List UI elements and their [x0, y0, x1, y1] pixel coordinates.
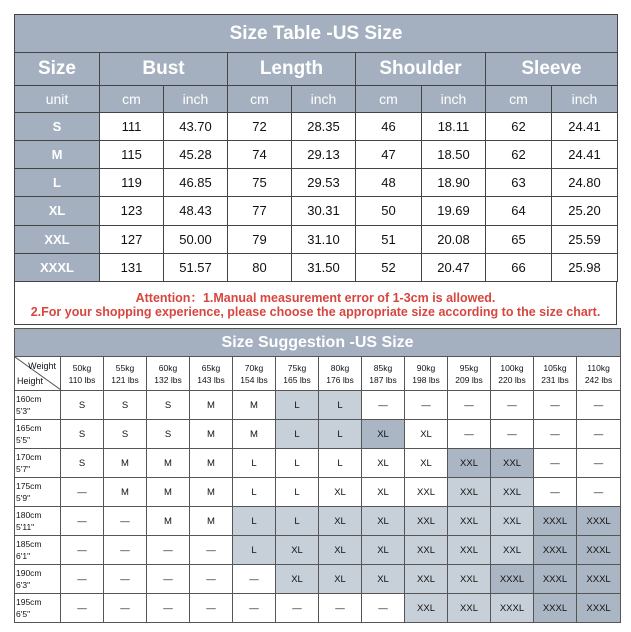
- suggested-size-cell: —: [104, 594, 147, 623]
- weight-kg: 105kg: [543, 362, 567, 373]
- suggested-size-cell: XXXL: [534, 536, 577, 565]
- suggested-size-cell: —: [405, 391, 448, 420]
- suggested-size-cell: XL: [319, 507, 362, 536]
- suggested-size-cell: S: [147, 391, 190, 420]
- suggested-size-cell: M: [147, 507, 190, 536]
- suggested-size-cell: —: [61, 536, 104, 565]
- measurement-cell: 62: [486, 140, 552, 168]
- suggested-size-cell: L: [276, 391, 319, 420]
- height-cm: 195cm: [16, 597, 42, 607]
- suggestion-title-row: [15, 329, 621, 357]
- height-cell: [15, 536, 61, 565]
- suggested-size-cell: —: [577, 391, 621, 420]
- suggested-size-cell: XXL: [491, 507, 534, 536]
- unit-cell: inch: [422, 85, 486, 112]
- suggested-size-cell: XL: [319, 478, 362, 507]
- weight-header: [104, 357, 147, 391]
- measurement-cell: 74: [228, 140, 292, 168]
- suggested-size-cell: —: [362, 594, 405, 623]
- size-label: XXL: [15, 225, 100, 253]
- suggested-size-cell: XL: [319, 536, 362, 565]
- weight-lbs: 198 lbs: [412, 374, 440, 385]
- height-ft: 5'5": [16, 435, 31, 445]
- weight-lbs: 132 lbs: [154, 374, 182, 385]
- suggested-size-cell: —: [448, 420, 491, 449]
- suggested-size-cell: —: [61, 565, 104, 594]
- suggested-size-cell: XL: [319, 565, 362, 594]
- suggested-size-cell: XXL: [448, 507, 491, 536]
- measurement-cell: 19.69: [422, 197, 486, 225]
- weight-kg: 70kg: [244, 362, 264, 373]
- suggested-size-cell: —: [190, 565, 233, 594]
- height-cm: 180cm: [16, 510, 42, 520]
- suggested-size-cell: L: [276, 420, 319, 449]
- size-suggestion-table: [14, 328, 621, 623]
- measurement-cell: 29.53: [292, 169, 356, 197]
- height-ft: 5'3": [16, 406, 31, 416]
- suggested-size-cell: M: [190, 391, 233, 420]
- header-sleeve: Sleeve: [486, 53, 618, 85]
- attention-line-2: 2.For your shopping experience, please choose the appropriate size according to the size chart.: [30, 305, 601, 319]
- measurement-cell: 46.85: [164, 169, 228, 197]
- weight-header: [276, 357, 319, 391]
- weight-lbs: 220 lbs: [498, 374, 526, 385]
- suggested-size-cell: S: [104, 420, 147, 449]
- suggested-size-cell: XL: [362, 565, 405, 594]
- measurement-cell: 77: [228, 197, 292, 225]
- suggested-size-cell: XL: [362, 420, 405, 449]
- suggested-size-cell: XL: [405, 449, 448, 478]
- measurement-cell: 72: [228, 112, 292, 140]
- weight-header: [405, 357, 448, 391]
- size-label: S: [15, 112, 100, 140]
- attention-line-1: Attention：1.Manual measurement error of 1-3cm is allowed.: [135, 291, 496, 305]
- weight-lbs: 143 lbs: [197, 374, 225, 385]
- suggested-size-cell: XXL: [405, 594, 448, 623]
- measurement-cell: 50: [356, 197, 422, 225]
- weight-kg: 100kg: [500, 362, 524, 373]
- height-row: [15, 420, 621, 449]
- suggested-size-cell: XXL: [448, 594, 491, 623]
- suggested-size-cell: —: [61, 507, 104, 536]
- suggested-size-cell: XXXL: [577, 565, 621, 594]
- height-row: [15, 449, 621, 478]
- measurement-cell: 66: [486, 253, 552, 281]
- measurement-cell: 24.41: [552, 140, 618, 168]
- unit-cell: inch: [164, 85, 228, 112]
- height-cm: 170cm: [16, 452, 42, 462]
- suggested-size-cell: —: [233, 594, 276, 623]
- attention-note: [14, 282, 617, 325]
- measurement-cell: 25.59: [552, 225, 618, 253]
- suggested-size-cell: —: [104, 507, 147, 536]
- height-ft: 6'3": [16, 580, 31, 590]
- suggested-size-cell: —: [233, 565, 276, 594]
- suggested-size-cell: XL: [362, 507, 405, 536]
- height-row: [15, 565, 621, 594]
- suggested-size-cell: L: [319, 420, 362, 449]
- suggested-size-cell: —: [577, 478, 621, 507]
- suggested-size-cell: XXXL: [534, 507, 577, 536]
- weight-header: [190, 357, 233, 391]
- measurement-cell: 28.35: [292, 112, 356, 140]
- suggestion-body: [15, 391, 621, 623]
- weight-kg: 85kg: [373, 362, 393, 373]
- height-cell: [15, 391, 61, 420]
- size-row: [15, 112, 618, 140]
- size-row: [15, 253, 618, 281]
- weight-header: [577, 357, 621, 391]
- height-ft: 5'9": [16, 493, 31, 503]
- suggested-size-cell: XXL: [448, 449, 491, 478]
- suggested-size-cell: XXXL: [491, 565, 534, 594]
- unit-cell: cm: [100, 85, 164, 112]
- suggested-size-cell: M: [147, 449, 190, 478]
- weight-lbs: 209 lbs: [455, 374, 483, 385]
- measurement-cell: 43.70: [164, 112, 228, 140]
- size-row: [15, 225, 618, 253]
- measurement-cell: 24.41: [552, 112, 618, 140]
- suggested-size-cell: XXL: [491, 536, 534, 565]
- suggested-size-cell: XXL: [405, 565, 448, 594]
- suggested-size-cell: XXL: [491, 478, 534, 507]
- measurement-cell: 50.00: [164, 225, 228, 253]
- measurement-cell: 111: [100, 112, 164, 140]
- weight-header: [319, 357, 362, 391]
- weight-header: [233, 357, 276, 391]
- suggested-size-cell: XL: [362, 478, 405, 507]
- header-size: Size: [15, 53, 100, 85]
- weight-kg: 50kg: [72, 362, 92, 373]
- suggested-size-cell: M: [104, 449, 147, 478]
- weight-lbs: 154 lbs: [240, 374, 268, 385]
- weight-kg: 80kg: [330, 362, 350, 373]
- weight-height-corner: [15, 357, 61, 391]
- measurement-cell: 63: [486, 169, 552, 197]
- suggested-size-cell: M: [190, 449, 233, 478]
- suggested-size-cell: —: [491, 420, 534, 449]
- measurement-cell: 51.57: [164, 253, 228, 281]
- height-cm: 185cm: [16, 539, 42, 549]
- measurement-cell: 127: [100, 225, 164, 253]
- measurement-cell: 80: [228, 253, 292, 281]
- suggested-size-cell: —: [61, 478, 104, 507]
- weight-lbs: 110 lbs: [68, 374, 96, 385]
- suggested-size-cell: XXL: [448, 478, 491, 507]
- suggested-size-cell: L: [276, 478, 319, 507]
- header-bust: Bust: [100, 53, 228, 85]
- suggested-size-cell: L: [233, 478, 276, 507]
- height-cell: [15, 565, 61, 594]
- height-ft: 6'5": [16, 609, 31, 619]
- size-label: XXXL: [15, 253, 100, 281]
- weight-lbs: 187 lbs: [369, 374, 397, 385]
- weight-kg: 95kg: [459, 362, 479, 373]
- measurement-cell: 62: [486, 112, 552, 140]
- suggested-size-cell: —: [577, 420, 621, 449]
- measurement-cell: 48.43: [164, 197, 228, 225]
- size-table-unit-row: [15, 85, 618, 112]
- height-row: [15, 391, 621, 420]
- suggested-size-cell: XXL: [448, 536, 491, 565]
- measurement-cell: 45.28: [164, 140, 228, 168]
- suggested-size-cell: —: [190, 536, 233, 565]
- height-row: [15, 594, 621, 623]
- measurement-cell: 25.98: [552, 253, 618, 281]
- size-label: L: [15, 169, 100, 197]
- suggested-size-cell: S: [61, 449, 104, 478]
- height-cell: [15, 449, 61, 478]
- measurement-cell: 20.47: [422, 253, 486, 281]
- suggested-size-cell: S: [104, 391, 147, 420]
- measurement-cell: 65: [486, 225, 552, 253]
- suggested-size-cell: L: [319, 449, 362, 478]
- height-cell: [15, 507, 61, 536]
- suggested-size-cell: —: [147, 594, 190, 623]
- unit-cell: inch: [552, 85, 618, 112]
- suggested-size-cell: M: [190, 420, 233, 449]
- height-label: Height: [17, 376, 44, 386]
- suggestion-title: Size Suggestion -US Size: [15, 329, 621, 357]
- suggested-size-cell: XL: [362, 536, 405, 565]
- weight-header: [448, 357, 491, 391]
- measurement-cell: 29.13: [292, 140, 356, 168]
- header-shoulder: Shoulder: [356, 53, 486, 85]
- weight-label: Weight: [28, 361, 56, 371]
- measurement-cell: 123: [100, 197, 164, 225]
- weight-header-row: [15, 357, 621, 391]
- suggested-size-cell: —: [190, 594, 233, 623]
- weight-kg: 110kg: [587, 362, 610, 373]
- suggested-size-cell: XXXL: [534, 594, 577, 623]
- weight-kg: 60kg: [158, 362, 178, 373]
- unit-cell: inch: [292, 85, 356, 112]
- measurement-cell: 46: [356, 112, 422, 140]
- suggested-size-cell: L: [276, 449, 319, 478]
- measurement-cell: 18.11: [422, 112, 486, 140]
- suggested-size-cell: L: [233, 449, 276, 478]
- height-cell: [15, 478, 61, 507]
- height-cell: [15, 594, 61, 623]
- measurement-cell: 20.08: [422, 225, 486, 253]
- measurement-cell: 64: [486, 197, 552, 225]
- suggested-size-cell: —: [104, 565, 147, 594]
- weight-header: [61, 357, 104, 391]
- suggested-size-cell: —: [61, 594, 104, 623]
- height-ft: 6'1": [16, 551, 31, 561]
- measurement-cell: 25.20: [552, 197, 618, 225]
- suggested-size-cell: —: [147, 536, 190, 565]
- height-cm: 190cm: [16, 568, 42, 578]
- height-ft: 5'11": [16, 522, 35, 532]
- suggested-size-cell: L: [276, 507, 319, 536]
- weight-kg: 65kg: [201, 362, 221, 373]
- suggested-size-cell: XXXL: [491, 594, 534, 623]
- measurement-cell: 51: [356, 225, 422, 253]
- unit-label: unit: [15, 85, 100, 112]
- size-table-title-row: [15, 15, 618, 53]
- suggested-size-cell: M: [104, 478, 147, 507]
- suggested-size-cell: —: [147, 565, 190, 594]
- weight-header: [147, 357, 190, 391]
- weight-lbs: 231 lbs: [541, 374, 569, 385]
- suggested-size-cell: M: [190, 507, 233, 536]
- measurement-cell: 119: [100, 169, 164, 197]
- suggested-size-cell: XXXL: [534, 565, 577, 594]
- suggested-size-cell: S: [61, 420, 104, 449]
- measurement-cell: 48: [356, 169, 422, 197]
- height-ft: 5'7": [16, 464, 31, 474]
- size-row: [15, 197, 618, 225]
- suggested-size-cell: —: [534, 449, 577, 478]
- height-cm: 175cm: [16, 481, 42, 491]
- unit-cell: cm: [356, 85, 422, 112]
- suggested-size-cell: L: [233, 507, 276, 536]
- height-row: [15, 507, 621, 536]
- suggested-size-cell: M: [190, 478, 233, 507]
- weight-kg: 90kg: [416, 362, 436, 373]
- suggested-size-cell: XXL: [405, 478, 448, 507]
- suggested-size-cell: —: [534, 478, 577, 507]
- unit-cell: cm: [228, 85, 292, 112]
- suggested-size-cell: XL: [276, 565, 319, 594]
- measurement-cell: 115: [100, 140, 164, 168]
- suggested-size-cell: XXL: [491, 449, 534, 478]
- measurement-cell: 47: [356, 140, 422, 168]
- measurement-cell: 75: [228, 169, 292, 197]
- size-row: [15, 169, 618, 197]
- measurement-cell: 18.90: [422, 169, 486, 197]
- measurement-cell: 79: [228, 225, 292, 253]
- suggested-size-cell: L: [233, 536, 276, 565]
- suggested-size-cell: S: [147, 420, 190, 449]
- weight-header: [362, 357, 405, 391]
- suggested-size-cell: XXL: [448, 565, 491, 594]
- unit-cell: cm: [486, 85, 552, 112]
- measurement-cell: 24.80: [552, 169, 618, 197]
- height-row: [15, 478, 621, 507]
- measurement-cell: 131: [100, 253, 164, 281]
- suggested-size-cell: —: [104, 536, 147, 565]
- measurement-cell: 30.31: [292, 197, 356, 225]
- height-cell: [15, 420, 61, 449]
- size-label: XL: [15, 197, 100, 225]
- weight-lbs: 165 lbs: [283, 374, 311, 385]
- measurement-cell: 18.50: [422, 140, 486, 168]
- suggested-size-cell: XXL: [405, 507, 448, 536]
- suggested-size-cell: M: [233, 420, 276, 449]
- suggested-size-cell: —: [362, 391, 405, 420]
- size-label: M: [15, 140, 100, 168]
- header-length: Length: [228, 53, 356, 85]
- measurement-cell: 31.50: [292, 253, 356, 281]
- weight-lbs: 242 lbs: [584, 374, 613, 385]
- weight-header: [491, 357, 534, 391]
- height-cm: 165cm: [16, 423, 42, 433]
- suggested-size-cell: —: [534, 420, 577, 449]
- suggested-size-cell: XL: [405, 420, 448, 449]
- size-table: [14, 14, 618, 282]
- suggested-size-cell: —: [276, 594, 319, 623]
- suggested-size-cell: —: [319, 594, 362, 623]
- size-row: [15, 140, 618, 168]
- measurement-cell: 31.10: [292, 225, 356, 253]
- suggested-size-cell: XXXL: [577, 536, 621, 565]
- suggested-size-cell: —: [534, 391, 577, 420]
- suggested-size-cell: M: [147, 478, 190, 507]
- height-cm: 160cm: [16, 394, 42, 404]
- weight-header: [534, 357, 577, 391]
- weight-lbs: 121 lbs: [111, 374, 139, 385]
- weight-kg: 75kg: [287, 362, 307, 373]
- suggested-size-cell: M: [233, 391, 276, 420]
- size-table-header-row: [15, 53, 618, 85]
- suggested-size-cell: —: [577, 449, 621, 478]
- suggested-size-cell: XL: [362, 449, 405, 478]
- suggested-size-cell: XXXL: [577, 594, 621, 623]
- suggested-size-cell: L: [319, 391, 362, 420]
- suggested-size-cell: —: [491, 391, 534, 420]
- size-table-body: [15, 112, 618, 281]
- weight-kg: 55kg: [115, 362, 135, 373]
- weight-lbs: 176 lbs: [326, 374, 354, 385]
- measurement-cell: 52: [356, 253, 422, 281]
- suggested-size-cell: XXL: [405, 536, 448, 565]
- suggested-size-cell: —: [448, 391, 491, 420]
- suggested-size-cell: S: [61, 391, 104, 420]
- suggested-size-cell: XL: [276, 536, 319, 565]
- suggested-size-cell: XXXL: [577, 507, 621, 536]
- size-table-title: Size Table -US Size: [15, 15, 618, 53]
- height-row: [15, 536, 621, 565]
